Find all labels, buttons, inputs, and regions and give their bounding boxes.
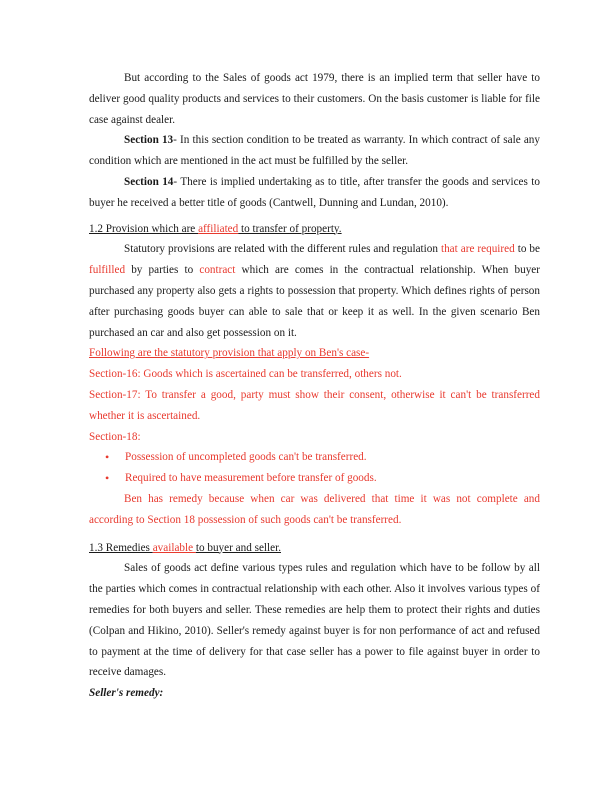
- list-item: [89, 447, 540, 468]
- heading-1-2-part-b: affiliated: [198, 222, 239, 235]
- paragraph-section-14: [89, 172, 540, 214]
- heading-1-3-part-a: 1.3 Remedies: [89, 541, 153, 554]
- paragraph-sales-act: But according to the Sales of goods act 1979, there is an implied term that seller have to deliver good quality products and services to their customers. On the basis customer is liable for file case against dealer.: [89, 72, 540, 126]
- heading-1-2-part-c: to transfer of property.: [238, 222, 342, 235]
- section-13-text: - In this section condition to be treated as warranty. In which contract of sale any condition which are mentioned in the act must be fulfilled by the seller.: [89, 134, 540, 168]
- heading-1-2: [89, 219, 540, 240]
- statutory-text-g: which are comes in the contractual relationship. When buyer purchased any property also gets a rights to possession that property. Which defines rights of person after purchasing goods buyer can able to sale that or keep it as well. In the given scenario Ben purchased an car and also get possession on it.: [89, 264, 540, 339]
- statutory-text-b: that are required: [440, 243, 515, 256]
- section-16-line: Section-16: Goods which is ascertained can be transferred, others not.: [89, 368, 402, 381]
- statutory-text-c: to be: [514, 243, 540, 256]
- bullet-text: Required to have measurement before transfer of goods.: [125, 472, 377, 485]
- section-18-bullets: [89, 447, 540, 489]
- heading-1-3-part-b: available: [152, 541, 196, 554]
- list-item: [89, 468, 540, 489]
- document-body: [89, 68, 540, 704]
- paragraph-statutory-provisions: [89, 239, 540, 343]
- section-13-label: Section 13: [124, 134, 174, 147]
- paragraph-section-13: [89, 130, 540, 172]
- statutory-list-heading: Following are the statutory provision that apply on Ben's case-: [89, 347, 370, 360]
- section-14-label: Section 14: [124, 175, 174, 188]
- heading-1-2-part-a: 1.2 Provision which are: [89, 222, 199, 235]
- paragraph-ben-remedy: Ben has remedy because when car was delivered that time it was not complete and according to Section 18 possession of such goods can't be transferred.: [89, 492, 540, 526]
- section-14-text: - There is implied undertaking as to title, after transfer the goods and services to buyer he received a better title of goods (Cantwell, Dunning and Lundan, 2010).: [89, 175, 540, 209]
- paragraph-remedies: Sales of goods act define various types rules and regulation which have to be follow by all the parties which comes in contractual relationship with each other. Also it involves various types of remedies for both buyers and seller. These remedies are help them to protect their rights and duties (Colpan and Hikino, 2010). Seller's remedy against buyer is for non performance of act and refused to payment at the time of delivery for that case seller has a power to file against buyer in order to receive damages.: [89, 562, 540, 679]
- section-17-line: Section-17: To transfer a good, party must show their consent, otherwise it can't be transferred whether it is ascertained.: [89, 388, 540, 422]
- bullet-icon: •: [105, 450, 110, 465]
- statutory-text-d: fulfilled: [89, 264, 126, 277]
- heading-1-3-part-c: to buyer and seller.: [195, 541, 281, 554]
- statutory-text-e: by parties to: [125, 264, 200, 277]
- bullet-text: Possession of uncompleted goods can't be transferred.: [125, 451, 367, 464]
- heading-1-3: [89, 538, 540, 559]
- section-18-line: Section-18:: [89, 430, 141, 443]
- seller-remedy-heading: Seller's remedy:: [89, 687, 164, 700]
- statutory-text-a: Statutory provisions are related with the different rules and regulation: [124, 243, 441, 256]
- statutory-text-f: contract: [199, 264, 236, 277]
- bullet-icon: •: [105, 471, 110, 486]
